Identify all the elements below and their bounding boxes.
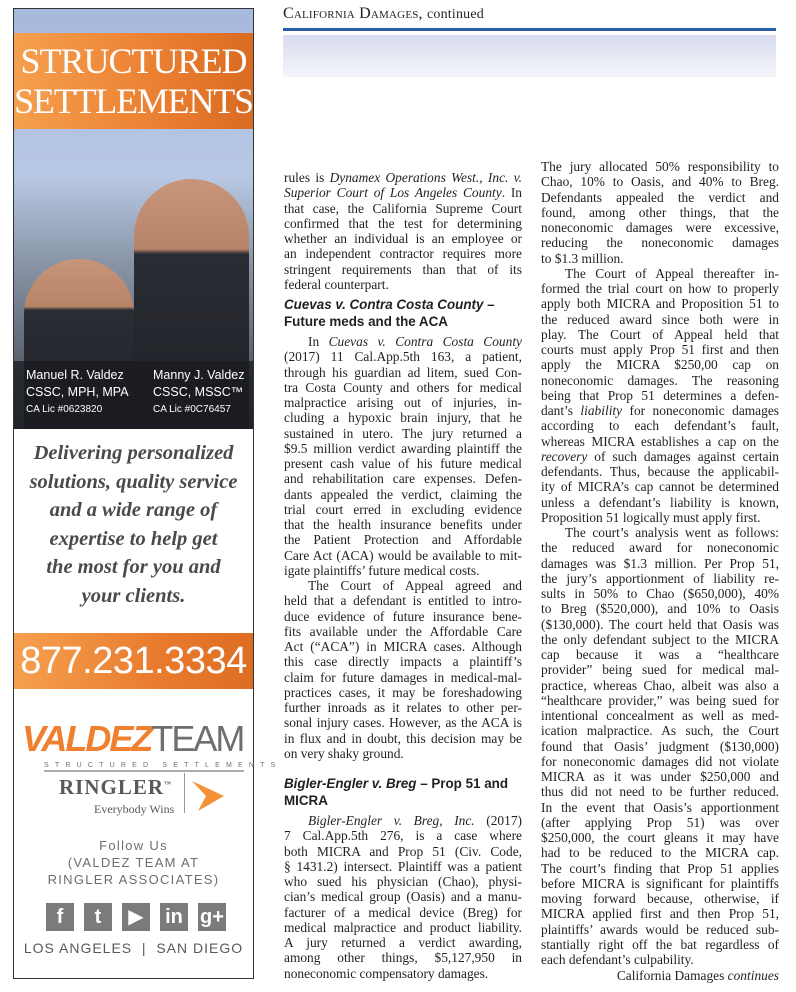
text-line: provider” being sued for medical mal- <box>541 662 779 678</box>
text-line: thus did not need to be further reduced. <box>541 784 779 800</box>
paragraph <box>284 813 522 981</box>
text-line: courts must apply Prop 51 first and then <box>541 342 779 357</box>
text-line: trial court erred in excluding evidence <box>284 501 522 517</box>
italic-text: Bigler-Engler v. Breg, Inc. <box>308 813 475 828</box>
text-line: the only defendant subject to the MICRA <box>541 631 779 647</box>
continued-label: continued <box>426 7 484 22</box>
youtube-icon[interactable]: ▶ <box>122 903 150 931</box>
names-overlay <box>14 361 253 429</box>
twitter-icon[interactable]: t <box>84 903 112 931</box>
text-line: intentional concealment as well as med- <box>541 708 779 723</box>
text-line: to $1.3 million. <box>541 250 624 266</box>
ringler-arrow-icon <box>190 779 226 813</box>
text-line: to Breg ($520,000), and 10% to Oasis <box>541 601 779 617</box>
text-line: that case, the California Supreme Court <box>284 200 522 216</box>
person-credentials: CSSC, MPH, MPA <box>26 385 129 399</box>
person-license: CA Lic #0C76457 <box>153 404 231 415</box>
continued-footer <box>541 968 779 983</box>
follow-line: RINGLER ASSOCIATES) <box>47 872 220 887</box>
text-line: sustained in utero. The jury returned a <box>284 425 522 441</box>
person-credentials: CSSC, MSSC™ <box>153 385 244 399</box>
social-icons <box>46 903 226 931</box>
text-line: noneconomic compensatory damages. <box>284 965 489 981</box>
text-line: ($130,000). The court held that Oasis was <box>541 616 779 632</box>
logo-valdez: VALDEZ <box>22 718 152 759</box>
text-run: – <box>483 297 495 312</box>
headline-line: SETTLEMENTS <box>14 81 253 121</box>
text-line: duce evidence of future insurance bene- <box>284 608 522 624</box>
text-line: both MICRA and Prop 51 (Civ. Code, <box>284 843 522 859</box>
footer-text: California Damages <box>616 968 728 984</box>
text-line: through his guardian ad litem, sued Con- <box>284 364 522 380</box>
google-plus-icon[interactable]: g+ <box>198 903 226 931</box>
text-line: had to be reduced to the MICRA cap. <box>541 845 779 861</box>
text-line <box>284 334 522 349</box>
tagline-line: solutions, quality service <box>29 470 238 493</box>
text-line: this case directly impacts a plaintiff’s <box>284 654 522 670</box>
text-line: Chao, 10% to Oasis, and 40% to Breg. <box>541 174 779 190</box>
text-line: the reduced award for noneconomic <box>541 540 779 556</box>
text-line: held that a defendant is entitled to intro- <box>284 593 522 609</box>
text-line <box>284 185 522 200</box>
text-line: dants appealed the verdict, claiming the <box>284 486 522 502</box>
text-run: In <box>308 334 329 349</box>
text-line: among other things, $5,127,950 in <box>284 950 522 966</box>
text-line: confirmed that the test for determining <box>284 215 522 231</box>
italic-text: Cuevas v. Contra Costa County <box>328 334 522 349</box>
text-line: stantially right off the bat regardless of <box>541 936 779 952</box>
text-line: The court’s analysis went as follows: <box>565 525 779 540</box>
text-line: (2017) 11 Cal.App.5th 163, a patient, <box>284 349 522 365</box>
text-line: cian’s medical group (Oasis) and a manu- <box>284 889 522 905</box>
linkedin-icon[interactable]: in <box>160 903 188 931</box>
text-line: before MICRA is significant for plaintiffs <box>541 875 779 891</box>
text-line: 7 Cal.App.5th 276, is a case where <box>284 828 522 844</box>
text-line: A jury returned a verdict awarding, <box>284 935 522 950</box>
paragraph <box>284 334 522 578</box>
text-line: cluding a hypoxic brain injury, that he <box>284 410 522 426</box>
section-heading <box>284 296 522 330</box>
text-line: MICRA as it was under $250,000 and <box>541 769 779 784</box>
person-2 <box>153 367 244 418</box>
person-name: Manuel R. Valdez <box>26 368 124 382</box>
text-run: – Prop 51 and <box>416 776 508 791</box>
text-line: The Court of Appeal thereafter in- <box>565 265 779 281</box>
paragraph <box>284 578 522 761</box>
ringler-slogan: Everybody Wins <box>94 802 175 816</box>
text-line: Proposition 51 logically must apply first. <box>541 509 761 525</box>
text-line: noneconomic damages were excessive, <box>541 220 779 235</box>
follow-us <box>14 837 253 888</box>
text-run: of such damages against certain <box>587 448 779 464</box>
text-line: facturer of a medical device (Breg) for <box>284 904 522 920</box>
text-line: The jury allocated 50% responsibility to <box>541 159 779 174</box>
text-line: Defendants appealed the verdict and <box>541 189 779 205</box>
text-line: $250,000, the court gleans it may have <box>541 830 779 845</box>
text-line: $9.5 million verdict awarding plaintiff the <box>284 440 522 456</box>
valdez-team-logo <box>22 718 244 759</box>
advertisement <box>13 8 282 979</box>
trademark: ™ <box>164 780 173 788</box>
logo-team: TEAM <box>151 718 244 759</box>
text-line: stringent requirements than that of its <box>284 261 522 277</box>
tagline-line: the most for you and <box>46 556 221 578</box>
cities: LOS ANGELES | SAN DIEGO <box>23 940 244 956</box>
text-line: apply both MICRA and Proposition 51 to <box>541 296 779 312</box>
person-license: CA Lic #0623820 <box>26 404 103 415</box>
text-line: the Patient Protection and Affordable <box>284 532 522 548</box>
text-line <box>284 813 522 828</box>
ringler-logo <box>59 775 172 799</box>
text-line <box>541 403 779 418</box>
text-line: sonal injury cases. However, as the ACA is <box>284 715 522 731</box>
tagline-line: expertise to help get <box>49 527 218 550</box>
text-run: rules is <box>284 170 330 185</box>
text-line: reducing the noneconomic damages <box>541 235 779 251</box>
text-line: unless a defendant’s liability is known, <box>541 494 779 510</box>
heading-line: MICRA <box>284 793 328 808</box>
text-line: fits available under the Affordable Care <box>284 623 522 639</box>
text-line: practice, whereas Chao, albeit was also a <box>541 677 779 693</box>
text-line: medical malpractice and product liability. <box>284 919 522 935</box>
phone-number[interactable]: 877.231.3334 <box>14 633 253 689</box>
italic-text: liability <box>580 403 623 418</box>
text-line: The court’s finding that Prop 51 applies <box>541 860 779 876</box>
section-heading <box>284 775 522 809</box>
text-line: MICRA applied first and then Prop 51, <box>541 906 779 922</box>
text-line: formed the trial court on how to properly <box>541 281 779 296</box>
tagline-line: and a wide range of <box>49 499 218 521</box>
paragraph <box>541 159 779 266</box>
text-line: damages was $1.3 million. Per Prop 51, <box>541 555 779 571</box>
text-line: ity of MICRA’s cap cannot be determined <box>541 479 779 495</box>
text-run: . In <box>501 185 522 201</box>
text-line: each defendant’s culpability. <box>541 952 694 967</box>
ringler-name: RINGLER <box>59 775 165 799</box>
follow-line: (VALDEZ TEAM AT <box>67 855 200 870</box>
text-line: for noneconomic damages did not violate <box>541 753 779 769</box>
text-line <box>284 170 522 185</box>
running-header <box>283 5 484 23</box>
text-line: In the event that Oasis’s apportionment <box>541 799 779 815</box>
text-line: tra Costa County and others for medical <box>284 379 522 395</box>
tagline-line: your clients. <box>81 584 186 607</box>
text-line: present cash value of his future medical <box>284 456 522 471</box>
person-1 <box>26 367 129 418</box>
text-run: (2017) <box>474 813 522 828</box>
article-column-2 <box>541 159 779 984</box>
text-line: whether an individual is an employee or <box>284 231 522 246</box>
text-line: found that Oasis’ judgment ($130,000) <box>541 738 779 754</box>
footer-continues: continues <box>727 968 779 984</box>
headline-line: STRUCTURED <box>20 41 247 81</box>
text-line: the jury’s apportionment of liability re- <box>541 570 779 586</box>
text-line: sults in 50% to Chao ($650,000), 40% <box>541 586 779 601</box>
text-line: apply the MICRA $250,00 cap on <box>541 357 779 373</box>
ad-tagline <box>14 439 253 610</box>
text-line: claim for future damages in medical-mal- <box>284 669 522 685</box>
paragraph <box>284 170 522 292</box>
text-line <box>541 449 779 464</box>
facebook-icon[interactable]: f <box>46 903 74 931</box>
header-band <box>283 35 776 77</box>
follow-line: Follow Us <box>99 838 168 853</box>
italic-text: recovery <box>541 448 588 464</box>
header-rule <box>283 28 776 31</box>
text-line: that the health insurance benefits under <box>284 517 522 532</box>
text-line: moving forward because, otherwise, if <box>541 891 779 906</box>
logo-subtitle: STRUCTURED SETTLEMENTS <box>44 761 244 772</box>
heading-line: Future meds and the ACA <box>284 314 448 329</box>
paragraph <box>541 525 779 967</box>
text-line: according to each defendant’s fault, <box>541 418 779 434</box>
text-line: “healthcare provider,” was being sued for <box>541 692 779 708</box>
article-column-1 <box>284 170 522 981</box>
text-line: and rehabilitation care expenses. Defen- <box>284 471 522 487</box>
text-line: the reduced award since both were in <box>541 311 779 327</box>
italic-text: Dynamex Operations West., Inc. v. <box>329 170 522 185</box>
text-line: play. The Court of Appeal held that <box>541 326 779 342</box>
text-line: cap because it was a “healthcare <box>541 647 779 662</box>
paragraph <box>541 266 779 525</box>
text-line: in flux and in doubt, this decision may be <box>284 730 522 746</box>
heading-line <box>284 775 522 792</box>
text-line: Care Act (ACA) would be available to mit- <box>284 547 522 563</box>
spacer <box>284 761 522 771</box>
ad-headline <box>14 33 253 129</box>
text-line: The Court of Appeal agreed and <box>308 578 522 593</box>
text-run: for noneconomic damages <box>622 403 779 418</box>
text-run: dant’s <box>541 403 581 418</box>
text-line: malpractice arising out of injuries, in- <box>284 395 522 410</box>
tagline-line: Delivering personalized <box>33 442 234 464</box>
text-line: noneconomic damages. The reasoning <box>541 372 779 388</box>
person-name: Manny J. Valdez <box>153 368 245 382</box>
text-line: who sued his physician (Chao), physi- <box>284 874 522 889</box>
text-line: an independent contractor requires more <box>284 246 522 262</box>
text-line: being that Prop 51 determines a defen- <box>541 387 779 403</box>
section-title: California Damages, <box>283 5 423 22</box>
text-line: plaintiffs’ awards would be reduced sub- <box>541 921 779 937</box>
text-line: practices cases, it may be foreshadowing <box>284 684 522 700</box>
text-line: found, among other things, that the <box>541 204 779 220</box>
italic-text: Cuevas v. Contra Costa County <box>284 297 484 312</box>
italic-text: Bigler-Engler v. Breg <box>284 776 417 791</box>
heading-line <box>284 296 522 313</box>
italic-text: Superior Court of Los Angeles County <box>284 185 502 201</box>
text-line: whereas MICRA establishes a cap on the <box>541 433 779 449</box>
text-line: Act (“ACA”) in MICRA cases. Although <box>284 639 522 654</box>
logo-divider <box>184 773 185 813</box>
text-line: further inroads as it relates to other per- <box>284 700 522 715</box>
text-line: federal counterpart. <box>284 276 389 292</box>
text-line: igate plaintiffs’ future medical costs. <box>284 562 480 578</box>
text-line: § 1431.2) intersect. Plaintiff was a patient <box>284 858 522 874</box>
text-line: on very shaky ground. <box>284 745 404 761</box>
text-line: (after applying Prop 51) was over <box>541 814 779 830</box>
text-line: defendants. Thus, because the applicabil- <box>541 464 779 479</box>
text-line: ication malpractice. As such, the Court <box>541 723 779 739</box>
